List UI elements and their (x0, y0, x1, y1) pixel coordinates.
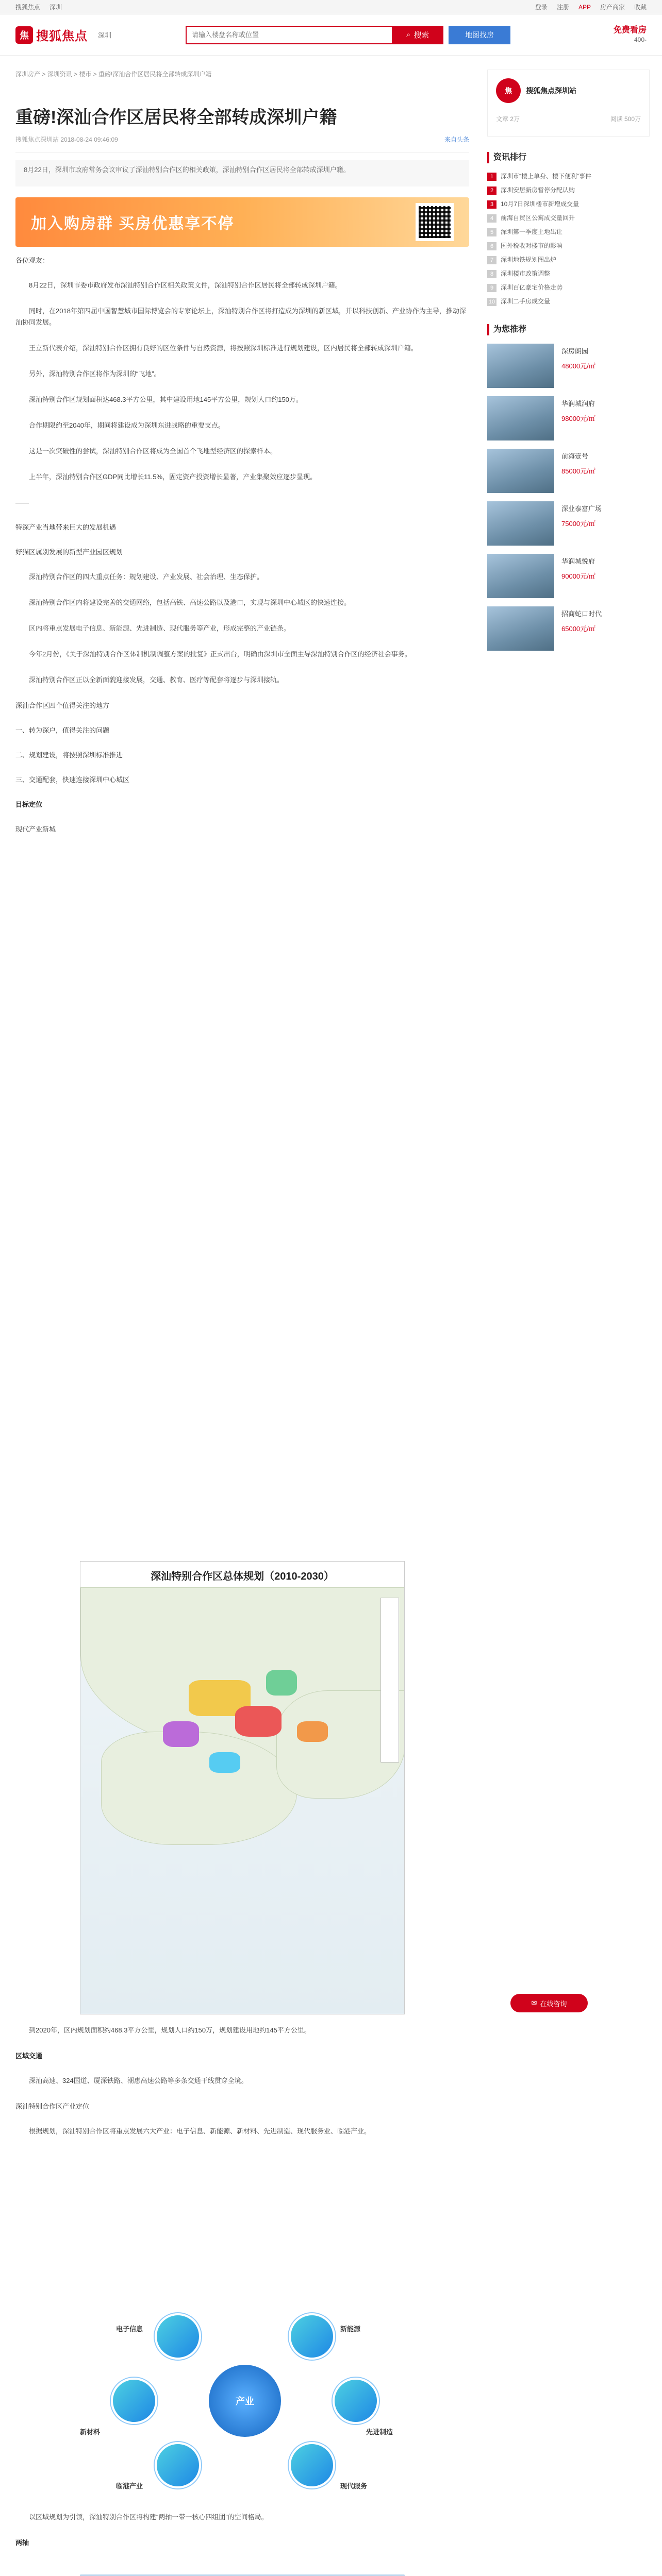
chat-icon: ✉ (531, 1999, 537, 2007)
author-stat: 阅读 500万 (610, 115, 641, 123)
recommend-item[interactable] (487, 344, 650, 391)
hotline-title: 免费看房 (613, 25, 647, 35)
rank-item[interactable]: 2 深圳安居新房暂停分配认购 (487, 183, 650, 197)
article-paragraph: 深汕特别合作区内将建设完善的交通网络，包括高铁、高速公路以及港口，实现与深圳中心城区的快速连接。 (29, 599, 351, 606)
rank-item[interactable]: 6 国外税收对楼市的影响 (487, 239, 650, 253)
article-paragraph: 深汕特别合作区正以全新面貌迎接发展，交通、教育、医疗等配套将逐步与深圳接轨。 (29, 676, 284, 684)
article-subheading: 好猫区属别发展的新型产业园区规划 (15, 548, 123, 556)
banner-slogan: 加入购房群 买房优惠享不停 (31, 215, 235, 232)
online-consult-button[interactable] (510, 1994, 588, 2012)
rank-item[interactable]: 8 深圳楼市政策调整 (487, 267, 650, 281)
search-bar (186, 26, 510, 44)
recommend-price: 98000元/㎡ (561, 415, 595, 422)
rank-title: 资讯排行 (487, 152, 650, 163)
business-link[interactable]: 房产商家 (600, 4, 625, 11)
article-paragraph: 到2020年，区内规划面积约468.3平方公里，规划人口约150万，规划建设用地约145平方公里。 (29, 2026, 311, 2034)
article-date: 2018-08-24 09:46:09 (60, 136, 118, 143)
list-item: 一、转为深户，值得关注的问题 (15, 726, 110, 734)
qr-code-icon (416, 203, 454, 241)
login-link[interactable]: 登录 (535, 4, 548, 11)
recommend-name[interactable]: 华润城润府 (561, 400, 595, 408)
online-consult-label: 在线咨询 (540, 1999, 567, 2008)
register-link[interactable]: 注册 (556, 4, 569, 11)
recommend-name[interactable]: 前海壹号 (561, 452, 589, 460)
map-title: 深汕特别合作区总体规划（2010-2030） (151, 1571, 334, 1582)
section-heading: 两轴 (15, 2539, 29, 2547)
article-divider: —— (15, 499, 29, 506)
recommend-thumbnail[interactable] (487, 449, 554, 493)
recommend-thumbnail[interactable] (487, 606, 554, 651)
cycle-node-label: 先进制造 (366, 2428, 393, 2436)
search-button[interactable] (392, 26, 443, 44)
city-switch[interactable]: 深圳 (98, 31, 112, 39)
article-paragraph: 以区域规划为引领，深汕特别合作区将构建“两轴一带一核心四组团”的空间格局。 (29, 2513, 268, 2521)
article-paragraph: 深汕特别合作区规划面积达468.3平方公里，其中建设用地145平方公里，规划人口约150万。 (29, 396, 303, 403)
rank-item[interactable]: 9 深圳百亿豪宅价格走势 (487, 281, 650, 295)
industry-cycle-diagram (80, 2303, 405, 2494)
recommend-name[interactable]: 深房朗园 (561, 347, 589, 355)
cycle-node (289, 2313, 335, 2360)
author-stat: 文章 2万 (496, 115, 520, 123)
cycle-node (155, 2313, 201, 2360)
goal-label: 目标定位 (15, 801, 43, 808)
rank-item[interactable]: 7 深圳地铁规划图出炉 (487, 253, 650, 267)
favorites-link[interactable]: 收藏 (634, 4, 647, 11)
logo-text: 搜狐焦点 (36, 29, 88, 43)
recommend-item[interactable] (487, 396, 650, 444)
article-meta (15, 135, 469, 152)
rank-item[interactable]: 4 前海自贸区公寓成交量回升 (487, 211, 650, 225)
cycle-node (155, 2442, 201, 2488)
recommend-thumbnail[interactable] (487, 396, 554, 440)
recommend-item[interactable] (487, 449, 650, 496)
list-item: 二、规划建设，将按照深圳标准推进 (15, 751, 123, 759)
article-paragraph: 8月22日，深圳市委市政府发布深汕特别合作区相关政策文件，深汕特别合作区居民将全部转成深圳户籍。 (29, 281, 342, 289)
map-search-button[interactable]: 地图找房 (449, 26, 510, 44)
recommend-thumbnail[interactable] (487, 501, 554, 546)
article-greeting: 各位观友： (15, 257, 49, 264)
cycle-node-label: 新能源 (340, 2325, 361, 2333)
recommend-name[interactable]: 深业泰富广场 (561, 505, 602, 513)
logo-icon: 焦 (15, 26, 33, 44)
recommend-item[interactable] (487, 554, 650, 601)
article-body-after-cycle (15, 2512, 469, 2562)
recommend-name[interactable]: 招商蛇口时代 (561, 610, 602, 618)
recommend-list (487, 344, 650, 654)
cycle-node (289, 2442, 335, 2488)
hotline-number: 400- (634, 36, 647, 43)
goal-text: 现代产业新城 (15, 825, 56, 833)
recommend-price: 65000元/㎡ (561, 625, 595, 633)
recommend-name[interactable]: 华润城悦府 (561, 557, 595, 565)
section-heading: 区域交通 (15, 2052, 43, 2060)
recommend-price: 90000元/㎡ (561, 572, 595, 580)
topbar-brand-link[interactable]: 搜狐焦点 (15, 4, 41, 11)
article-paragraph: 深汕特别合作区的四大重点任务：规划建设、产业发展、社会治理、生态保护。 (29, 573, 264, 581)
site-header (0, 14, 662, 56)
cycle-node (333, 2378, 379, 2424)
recommend-item[interactable] (487, 606, 650, 654)
article-paragraph: 今年2月份，《关于深汕特别合作区体制机制调整方案的批复》正式出台，明确由深圳市全面主导深汕特别合作区的经济社会事务。 (29, 650, 411, 658)
cycle-center: 产业 (209, 2365, 281, 2437)
rank-item[interactable]: 10 深圳二手房成交量 (487, 295, 650, 309)
topbar-city-link[interactable]: 深圳 (49, 4, 62, 11)
article-paragraph: 上半年，深汕特别合作区GDP同比增长11.5%，固定资产投资增长显著，产业集聚效应逐步显现。 (29, 473, 317, 481)
cycle-node-label: 新材料 (80, 2428, 101, 2436)
article-paragraph: 王立新代表介绍，深汕特别合作区拥有良好的区位条件与自然资源，将按照深圳标准进行规划建设，区内居民将全部转成深圳户籍。 (29, 344, 418, 352)
cycle-node (111, 2378, 157, 2424)
hotline[interactable] (614, 26, 647, 44)
rank-item[interactable]: 5 深圳第一季度土地出让 (487, 225, 650, 239)
wechat-group-banner[interactable] (15, 197, 469, 247)
recommend-thumbnail[interactable] (487, 344, 554, 388)
article-paragraph: 另外，深汕特别合作区将作为深圳的“飞地”。 (29, 370, 161, 378)
list-heading: 深汕合作区四个值得关注的地方 (15, 702, 110, 709)
article-body-after-map (15, 2025, 469, 2151)
map-legend (380, 1598, 399, 1762)
author-card (487, 70, 650, 137)
article-subheading: 深汕特别合作区产业定位 (15, 2103, 90, 2110)
recommend-price: 75000元/㎡ (561, 520, 595, 528)
recommend-price: 48000元/㎡ (561, 362, 595, 370)
breadcrumb[interactable]: 深圳房产 > 深圳资讯 > 楼市 > 重磅!深汕合作区居民将全部转成深圳户籍 (15, 71, 212, 78)
app-download-link[interactable]: APP (578, 3, 591, 11)
article-title: 重磅!深汕合作区居民将全部转成深圳户籍 (15, 108, 337, 127)
article-paragraph: 区内将重点发展电子信息、新能源、先进制造、现代服务等产业，形成完整的产业链条。 (29, 624, 291, 632)
cycle-node-label: 临港产业 (116, 2482, 143, 2490)
master-plan-map (80, 1561, 405, 2014)
article-paragraph: 根据规划，深汕特别合作区将重点发展六大产业：电子信息、新能源、新材料、先进制造、现代服务业、临港产业。 (29, 2127, 371, 2135)
map-sea-area (80, 1587, 404, 2014)
search-input[interactable] (186, 26, 392, 44)
cycle-node-label: 现代服务 (340, 2482, 368, 2490)
recommend-item[interactable] (487, 501, 650, 549)
article-summary: 8月22日，深圳市政府常务会议审议了深汕特别合作区的相关政策，深汕特别合作区居民将全部转成深圳户籍。 (15, 160, 469, 187)
rank-list (487, 170, 650, 309)
recommend-title: 为您推荐 (487, 324, 650, 335)
author-name[interactable]: 搜狐焦点深圳站 (526, 87, 576, 95)
search-button-label: 搜索 (413, 31, 429, 40)
article-body (15, 255, 469, 849)
recommend-price: 85000元/㎡ (561, 467, 595, 475)
article-paragraph: 同时，在2018年第四届中国智慧城市国际博览会的专家论坛上，深汕特别合作区将打造成为深圳的新区域，并以科技创新、产业协作为主导，推动深汕协同发展。 (15, 307, 466, 326)
article-paragraph: 合作期限约至2040年，期间将建设成为深圳东进战略的重要支点。 (29, 421, 225, 429)
list-item: 三、交通配套，快速连接深圳中心城区 (15, 776, 130, 784)
rank-item[interactable]: 3 10月7日深圳楼市新增成交量 (487, 197, 650, 211)
author-avatar[interactable]: 焦 (496, 78, 521, 103)
article-subheading: 特深产业当地带来巨大的发展机遇 (15, 523, 117, 531)
search-icon: ⌕ (406, 30, 411, 39)
article-paragraph: 这是一次突破性的尝试，深汕特别合作区将成为全国首个飞地型经济区的探索样本。 (29, 447, 277, 455)
source-link[interactable]: 来自头条 (444, 136, 469, 143)
cycle-node-label: 电子信息 (116, 2325, 143, 2333)
article-source: 搜狐焦点深圳站 (15, 136, 59, 143)
site-logo[interactable] (15, 26, 186, 44)
recommend-thumbnail[interactable] (487, 554, 554, 598)
article-paragraph: 深汕高速、324国道、厦深铁路、潮惠高速公路等多条交通干线贯穿全境。 (29, 2077, 248, 2084)
rank-item[interactable]: 1 深圳市“楼上单身、楼下便利”事件 (487, 170, 650, 183)
top-bar (0, 0, 662, 14)
sidebar (487, 70, 650, 659)
